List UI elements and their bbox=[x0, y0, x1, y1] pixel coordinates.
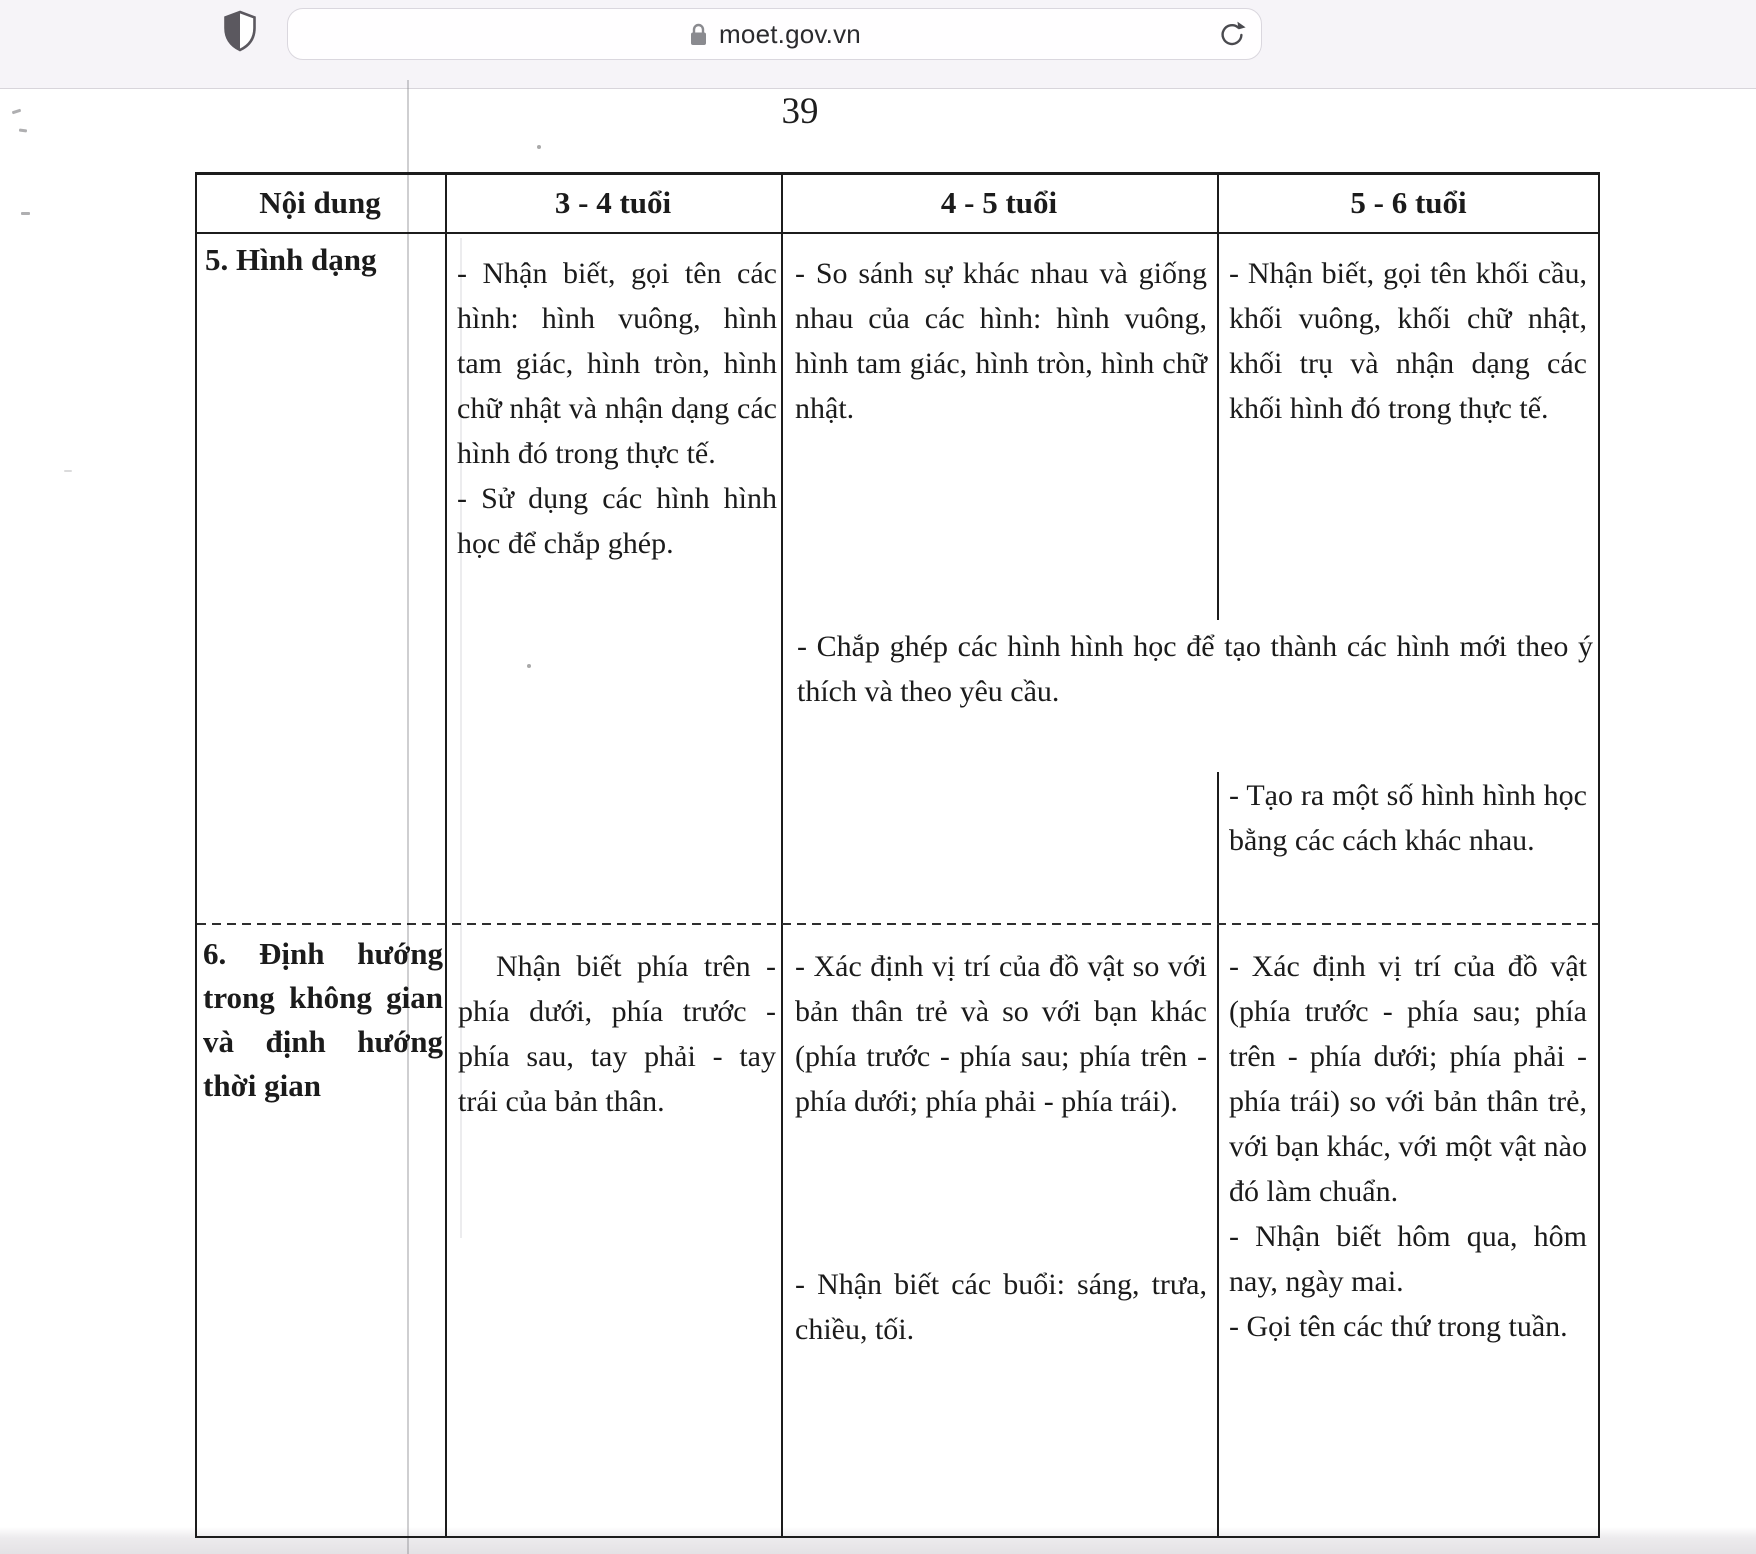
refresh-button[interactable] bbox=[1216, 19, 1248, 51]
col-header-noi-dung: Nội dung bbox=[259, 185, 381, 220]
scan-speck bbox=[537, 145, 541, 149]
table-border-right bbox=[1598, 172, 1600, 1538]
col-header-3-4-tuoi: 3 - 4 tuổi bbox=[554, 185, 672, 220]
row5-4-5-bullet-1: - So sánh sự khác nhau và giống nhau của các hình: hình vuông, hình tam giác, hình tròn, hình chữ nhật. bbox=[795, 257, 1207, 425]
scan-speck bbox=[64, 470, 72, 472]
privacy-shield-icon[interactable] bbox=[222, 9, 258, 53]
row6-cell-5-6 bbox=[1229, 944, 1587, 1349]
row6-cell-4-5 bbox=[795, 944, 1207, 1352]
row5-3-4-bullet-1: - Nhận biết, gọi tên các hình: hình vuông, hình tam giác, hình tròn, hình chữ nhật và nhận dạng các hình đó trong thực tế. bbox=[457, 257, 777, 470]
row5-cell-5-6 bbox=[1229, 251, 1587, 431]
col-header-4-5-tuoi: 4 - 5 tuổi bbox=[940, 185, 1058, 220]
content-table bbox=[195, 172, 1600, 1538]
header-rule bbox=[195, 232, 1600, 234]
column-divider-3-upper bbox=[1217, 172, 1219, 620]
page-number: 39 bbox=[781, 91, 819, 132]
row6-3-4-bullet-1: Nhận biết phía trên - phía dưới, phía trước - phía sau, tay phải - tay trái của bản thân. bbox=[458, 950, 776, 1118]
row6-5-6-bullet-1: - Xác định vị trí của đồ vật (phía trước - phía sau; phía trên - phía dưới; phía phải - phía trái) so với bản thân trẻ, với bạn khác, với một vật nào đó làm chuẩn. bbox=[1229, 950, 1587, 1208]
row5-5-6-bullet-1: - Nhận biết, gọi tên khối cầu, khối vuông, khối chữ nhật, khối trụ và nhận dạng các khối hình đó trong thực tế. bbox=[1229, 257, 1587, 425]
lock-icon bbox=[688, 22, 709, 48]
row6-label: 6. Định hướng trong không gian và định hướng thời gian bbox=[203, 936, 443, 1103]
row5-cell-5-6-lower bbox=[1229, 773, 1587, 863]
table-border-left bbox=[195, 172, 197, 1538]
row5-label: 5. Hình dạng bbox=[205, 242, 377, 277]
row5-merged-cell-4-6 bbox=[797, 624, 1593, 714]
row6-4-5-bullet-2: - Nhận biết các buổi: sáng, trưa, chiều, tối. bbox=[795, 1268, 1207, 1346]
browser-toolbar bbox=[0, 0, 1756, 89]
row5-3-4-bullet-2: - Sử dụng các hình hình học để chắp ghép. bbox=[457, 482, 777, 560]
url-bar[interactable] bbox=[287, 8, 1262, 60]
row6-5-6-bullet-3: - Gọi tên các thứ trong tuần. bbox=[1229, 1310, 1568, 1343]
table-border-top bbox=[195, 172, 1600, 175]
row5-5-6-bullet-2: - Tạo ra một số hình hình học bằng các cách khác nhau. bbox=[1229, 779, 1587, 857]
row6-4-5-bullet-1: - Xác định vị trí của đồ vật so với bản thân trẻ và so với bạn khác (phía trước - phía sau; phía trên - phía dưới; phía phải - phía trái). bbox=[795, 950, 1207, 1118]
column-divider-1 bbox=[445, 172, 447, 1538]
column-divider-2 bbox=[781, 172, 783, 1538]
col-header-5-6-tuoi: 5 - 6 tuổi bbox=[1350, 185, 1467, 220]
scan-speck bbox=[21, 212, 30, 215]
url-text: moet.gov.vn bbox=[719, 18, 861, 49]
row6-5-6-bullet-2: - Nhận biết hôm qua, hôm nay, ngày mai. bbox=[1229, 1220, 1587, 1298]
row5-cell-4-5 bbox=[795, 251, 1207, 431]
row5-merged-bullet: - Chắp ghép các hình hình học để tạo thành các hình mới theo ý thích và theo yêu cầu. bbox=[797, 630, 1593, 708]
column-divider-3-lower bbox=[1217, 772, 1219, 1538]
row5-cell-3-4 bbox=[457, 251, 777, 566]
scan-speck bbox=[12, 109, 21, 115]
row-divider-dashed bbox=[197, 923, 1598, 925]
scan-speck bbox=[19, 128, 27, 132]
row6-cell-3-4 bbox=[458, 944, 776, 1124]
table-border-bottom bbox=[195, 1536, 1600, 1538]
